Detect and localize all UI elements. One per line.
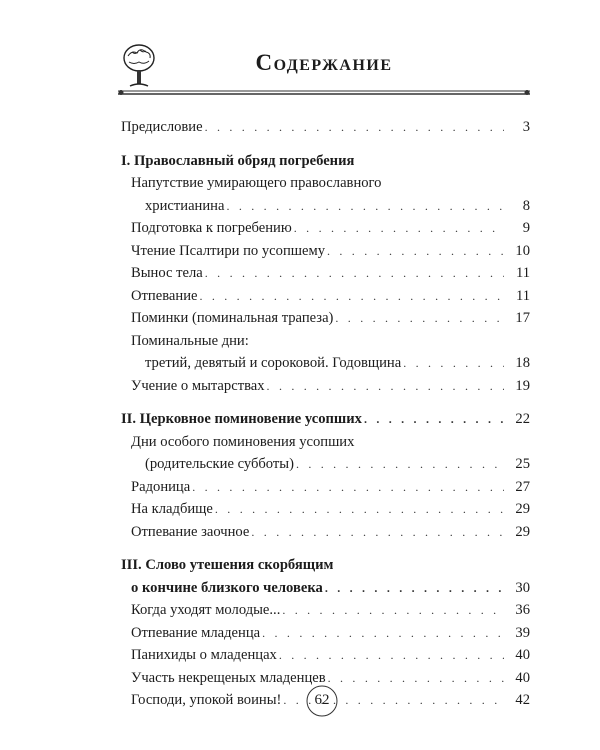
table-of-contents — [121, 116, 530, 712]
toc-entry[interactable]: Поминки (поминальная трапеза) . . . 17 — [121, 307, 530, 330]
toc-entry[interactable]: христианина . . . 8 — [121, 195, 530, 218]
toc-entry[interactable]: На кладбище . . . 29 — [121, 498, 530, 521]
toc-entry[interactable]: Участь некрещеных младенцев . . . 40 — [121, 667, 530, 690]
toc-entry[interactable]: Отпевание младенца . . . 39 — [121, 622, 530, 645]
toc-entry[interactable]: Чтение Псалтири по усопшему . . . 10 — [121, 240, 530, 263]
toc-entry[interactable]: Учение о мытарствах . . . 19 — [121, 375, 530, 398]
toc-entry[interactable]: Господи, упокой воины! . . . 42 — [121, 689, 530, 712]
section-heading-1[interactable]: I. Православный обряд погребения — [121, 150, 530, 173]
section-heading-3: III. Слово утешения скорбящим — [121, 554, 530, 577]
toc-entry: Поминальные дни: — [121, 330, 530, 353]
section-heading-3-cont[interactable]: о кончине близкого человека . . . 30 — [121, 577, 530, 600]
toc-entry[interactable]: Панихиды о младенцах . . . 40 — [121, 644, 530, 667]
ornamental-rule — [118, 88, 530, 98]
page-number: 62 — [314, 692, 330, 708]
toc-entry[interactable]: третий, девятый и сороковой. Годовщина . . . 18 — [121, 352, 530, 375]
section-heading-2[interactable]: II. Церковное поминовение усопших . . . 22 — [121, 408, 530, 431]
toc-entry[interactable]: Подготовка к погребению . . . 9 — [121, 217, 530, 240]
toc-entry[interactable]: (родительские субботы) . . . 25 — [121, 453, 530, 476]
toc-entry[interactable]: Когда уходят молодые... . . . 36 — [121, 599, 530, 622]
toc-entry[interactable]: Радоница . . . 27 — [121, 476, 530, 499]
page-title: Содержание — [255, 50, 393, 75]
chapter-header — [118, 38, 530, 98]
toc-entry: Дни особого поминовения усопших — [121, 431, 530, 454]
page-number-badge — [305, 684, 339, 718]
toc-entry[interactable]: Отпевание заочное . . . 29 — [121, 521, 530, 544]
toc-entry[interactable]: Вынос тела . . . 11 — [121, 262, 530, 285]
toc-entry: Напутствие умирающего православного — [121, 172, 530, 195]
toc-entry[interactable]: Отпевание . . . 11 — [121, 285, 530, 308]
toc-entry-preface[interactable]: Предисловие . . . 3 — [121, 116, 530, 139]
